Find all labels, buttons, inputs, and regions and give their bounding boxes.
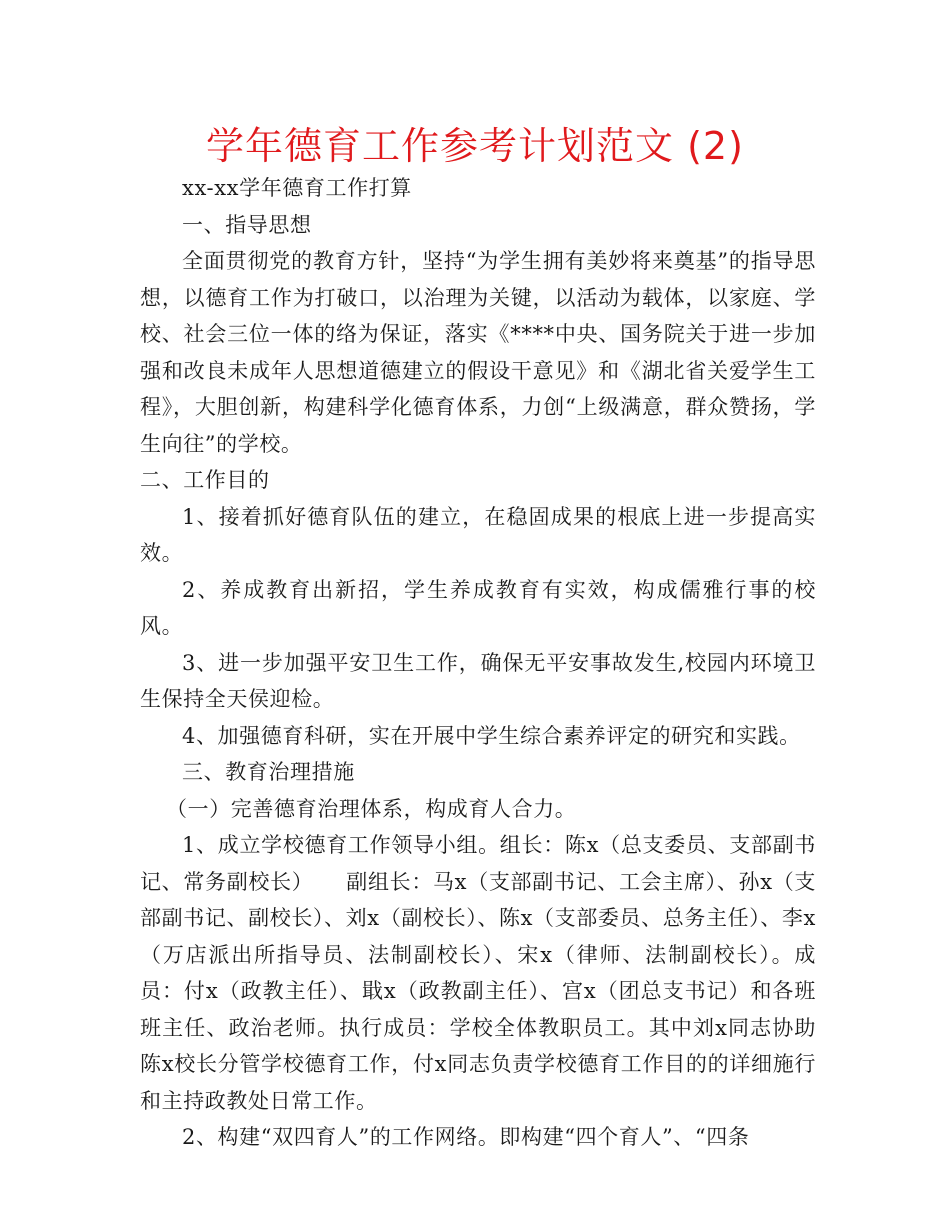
measure-item: 2、构建“双四育人”的工作网络。即构建“四个育人”、“四条 bbox=[182, 1125, 750, 1149]
document-body bbox=[140, 170, 816, 1156]
measure-item: 1、成立学校德育工作领导小组。组长：陈x（总支委员、支部副书记、常务副校长） 副组长：马x（支部副书记、工会主席）、孙x（支部副书记、副校长）、刘x（副校长）、陈x（支部委员、总务主任）、李x（万店派出所指导员、法制副校长）、宋x（律师、法制副校长）。成员：付x（政教主任）、戢x（政教副主任）、宫x（团总支书记）和各班班主任、政治老师。执行成员：学校全体教职员工。其中刘x同志协助陈x校长分管学校德育工作，付x同志负责学校德育工作目的的详细施行和主持政教处日常工作。 bbox=[140, 833, 816, 1113]
work-goal-item: 4、加强德育科研，实在开展中学生综合素养评定的研究和实践。 bbox=[182, 723, 801, 748]
section-heading-measures: 三、教育治理措施 bbox=[182, 760, 355, 784]
document-title: 学年德育工作参考计划范文 (2) bbox=[206, 124, 744, 168]
guiding-thought-paragraph: 全面贯彻党的教育方针，坚持“为学生拥有美妙将来奠基”的指导思想，以德育工作为打破口，以治理为关键，以活动为载体，以家庭、学校、社会三位一体的络为保证，落实《****中央、国务院关于进一步加强和改良未成年人思想道德建立的假设干意见》和《湖北省关爱学生工程》，大胆创新，构建科学化德育体系，力创“上级满意，群众赞扬，学生向往”的学校。 bbox=[140, 249, 816, 456]
plan-heading: xx-xx学年德育工作打算 bbox=[182, 176, 412, 200]
section-heading-work-goals: 二、工作目的 bbox=[140, 468, 270, 492]
work-goal-item: 3、进一步加强平安卫生工作，确保无平安事故发生,校园内环境卫生保持全天侯迎检。 bbox=[140, 650, 816, 711]
work-goal-item: 1、接着抓好德育队伍的建立，在稳固成果的根底上进一步提高实效。 bbox=[140, 504, 816, 565]
section-heading-guiding-thought: 一、指导思想 bbox=[182, 212, 312, 237]
work-goal-item: 2、养成教育出新招，学生养成教育有实效，构成儒雅行事的校风。 bbox=[140, 577, 816, 638]
subsection-heading: （一）完善德育治理体系，构成育人合力。 bbox=[166, 796, 577, 821]
